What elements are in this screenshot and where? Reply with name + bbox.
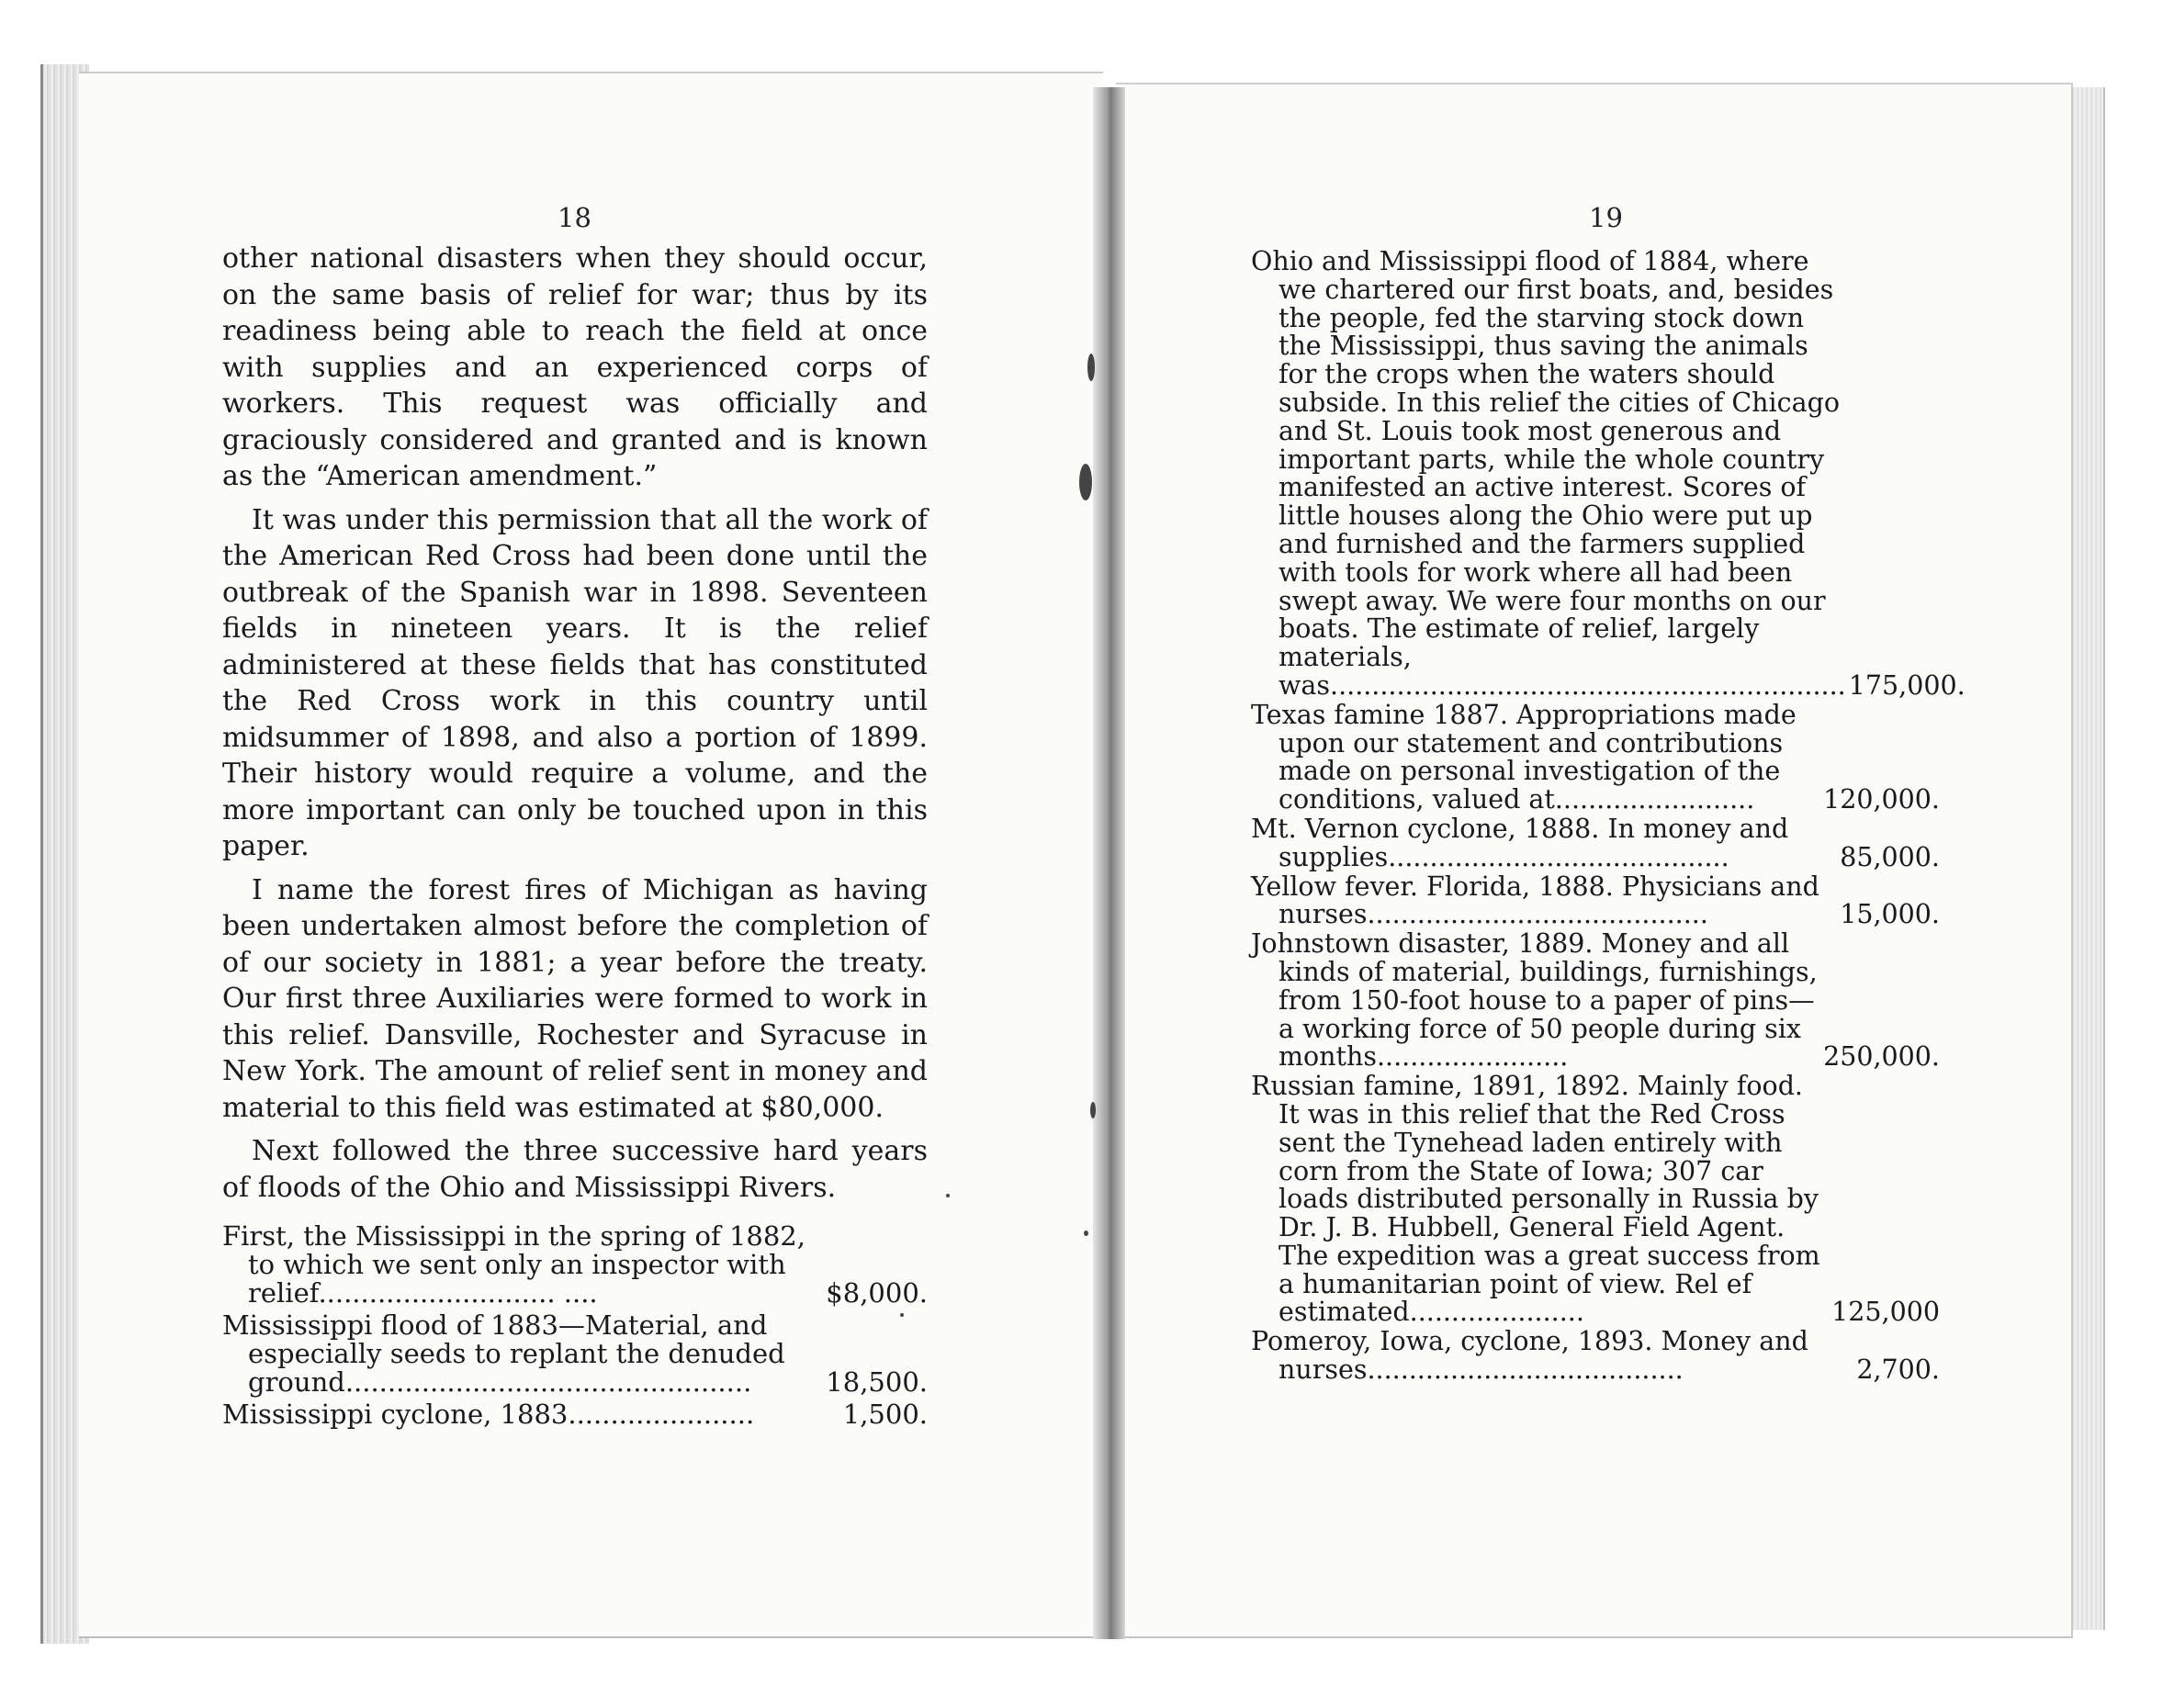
entry-amount: 175,000. [1848,669,1966,701]
entry-description: Ohio and Mississippi flood of 1884, where we chartered our first boats, and, besides the people, fed the starving stock down the Mississippi, thus saving the animals for the crops when the waters should subside. In this relief the cities of Chicago and St. Louis took most generous and important parts, while the whole country manifested an active interest. Scores of little houses along the Ohio were put up and furnished and the farmers supplied with tools for work where all had been swept away. We were four months on our boats. The estimate of relief, largely materials, was [1251,246,1840,701]
paragraph: other national disasters when they should occur, on the same basis of relief for war; thus by its readiness being able to reach the field at once with supplies and an experienced corps of workers. This request was officially and graciously considered and granted and is known as the “American amendment.” [222,242,928,492]
dot-leader: .............................................................. [1330,669,1846,701]
entry-description: Pomeroy, Iowa, cyclone, 1893. Money and nurses [1251,1326,1808,1386]
entry-description: Yellow fever. Florida, 1888. Physicians and nurses [1251,871,1819,930]
paper-speck [946,1194,950,1197]
entry-description: Johnstown disaster, 1889. Money and all kinds of material, buildings, furnishings, from 150-foot house to a paper of pins—a working force of 50 people during six months [1251,928,1818,1073]
entry-amount: 15,000. [1840,899,1940,930]
dot-leader: ......................................... [1388,841,1729,872]
entry-description: Mississippi flood of 1883—Material, and especially seeds to replant the denuded ground [222,1309,785,1398]
relief-entry [222,1222,928,1308]
dot-leader: ......................................... [1367,899,1708,930]
paragraph: Next followed the three successive hard years of floods of the Ohio and Mississippi Rivers. [222,1135,928,1204]
paragraph: I name the forest fires of Michigan as having been undertaken almost before the completion of of our society in 1881; a year before the treaty. Our first three Auxiliaries were formed to work in this relief. Dansville, Rochester and Syracuse in New York. The amount of relief sent in money and material to this field was estimated at $80,000. [222,873,928,1124]
relief-entry [222,1311,928,1397]
relief-entry [1251,873,1940,930]
relief-entry [1251,1073,1940,1327]
dot-leader: ....................... [1376,1041,1569,1073]
relief-entry [1251,1328,1940,1385]
book-gutter [1093,87,1125,1639]
entry-description: Texas famine 1887. Appropriations made upon our statement and contributions made on personal investigation of the conditions, valued at [1251,699,1797,815]
relief-table-right [1251,246,1966,1386]
dot-leader: ...................... [568,1399,755,1430]
gutter-mark [1084,1230,1088,1236]
gutter-mark [1090,1102,1096,1118]
relief-entry [222,1400,928,1429]
relief-entry [1251,815,1940,872]
entry-description: Russian famine, 1891, 1892. Mainly food. It was in this relief that the Red Cross sent the Tynehead laden entirely with corn from the State of Iowa; 307 car loads distributed personally in Russia by Dr. J. B. Hubbell, General Field Agent. The expedition was a great success from a humanitarian point of view. Rel ef estimated [1251,1071,1820,1328]
paragraph: It was under this permission that all the work of the American Red Cross had been done until the outbreak of the Spanish war in 1898. Seventeen fields in nineteen years. It is the relief administered at these fields that has constituted the Red Cross work in this country until midsummer of 1898, and also a portion of 1899. Their history would require a volume, and the more important can only be touched upon in this paper. [222,503,928,862]
dot-leader: ........................ [1554,784,1755,815]
entry-amount: 1,500. [842,1399,928,1430]
page-number-left: 18 [558,202,591,233]
relief-table-left [222,1222,928,1429]
right-page-text [1251,246,1966,1386]
gutter-mark [1087,354,1095,381]
entry-description: First, the Mississippi in the spring of 1882, to which we sent only an inspector with relief [222,1220,805,1309]
entry-amount: 2,700. [1856,1354,1940,1386]
dot-leader: ...................................... [1367,1354,1684,1386]
page-number-right: 19 [1589,202,1623,233]
entry-amount: 120,000. [1823,784,1940,815]
entry-amount: 125,000 [1831,1297,1940,1328]
entry-amount: $8,000. [826,1277,928,1309]
dot-leader: ..................... [1409,1297,1584,1328]
entry-description: Mt. Vernon cyclone, 1888. In money and supplies [1251,813,1789,872]
entry-amount: 85,000. [1840,841,1940,872]
entry-amount: 250,000. [1823,1041,1940,1073]
dot-leader: ................................................ [344,1366,752,1398]
relief-entry [1251,930,1940,1072]
entry-amount: 18,500. [826,1366,928,1398]
dot-leader: ............................ .... [318,1277,598,1309]
left-page-text [222,241,928,1429]
relief-entry [1251,699,1940,815]
entry-description: Mississippi cyclone, 1883 [222,1399,569,1430]
relief-entry [1251,246,1966,701]
gutter-mark [1079,464,1092,500]
